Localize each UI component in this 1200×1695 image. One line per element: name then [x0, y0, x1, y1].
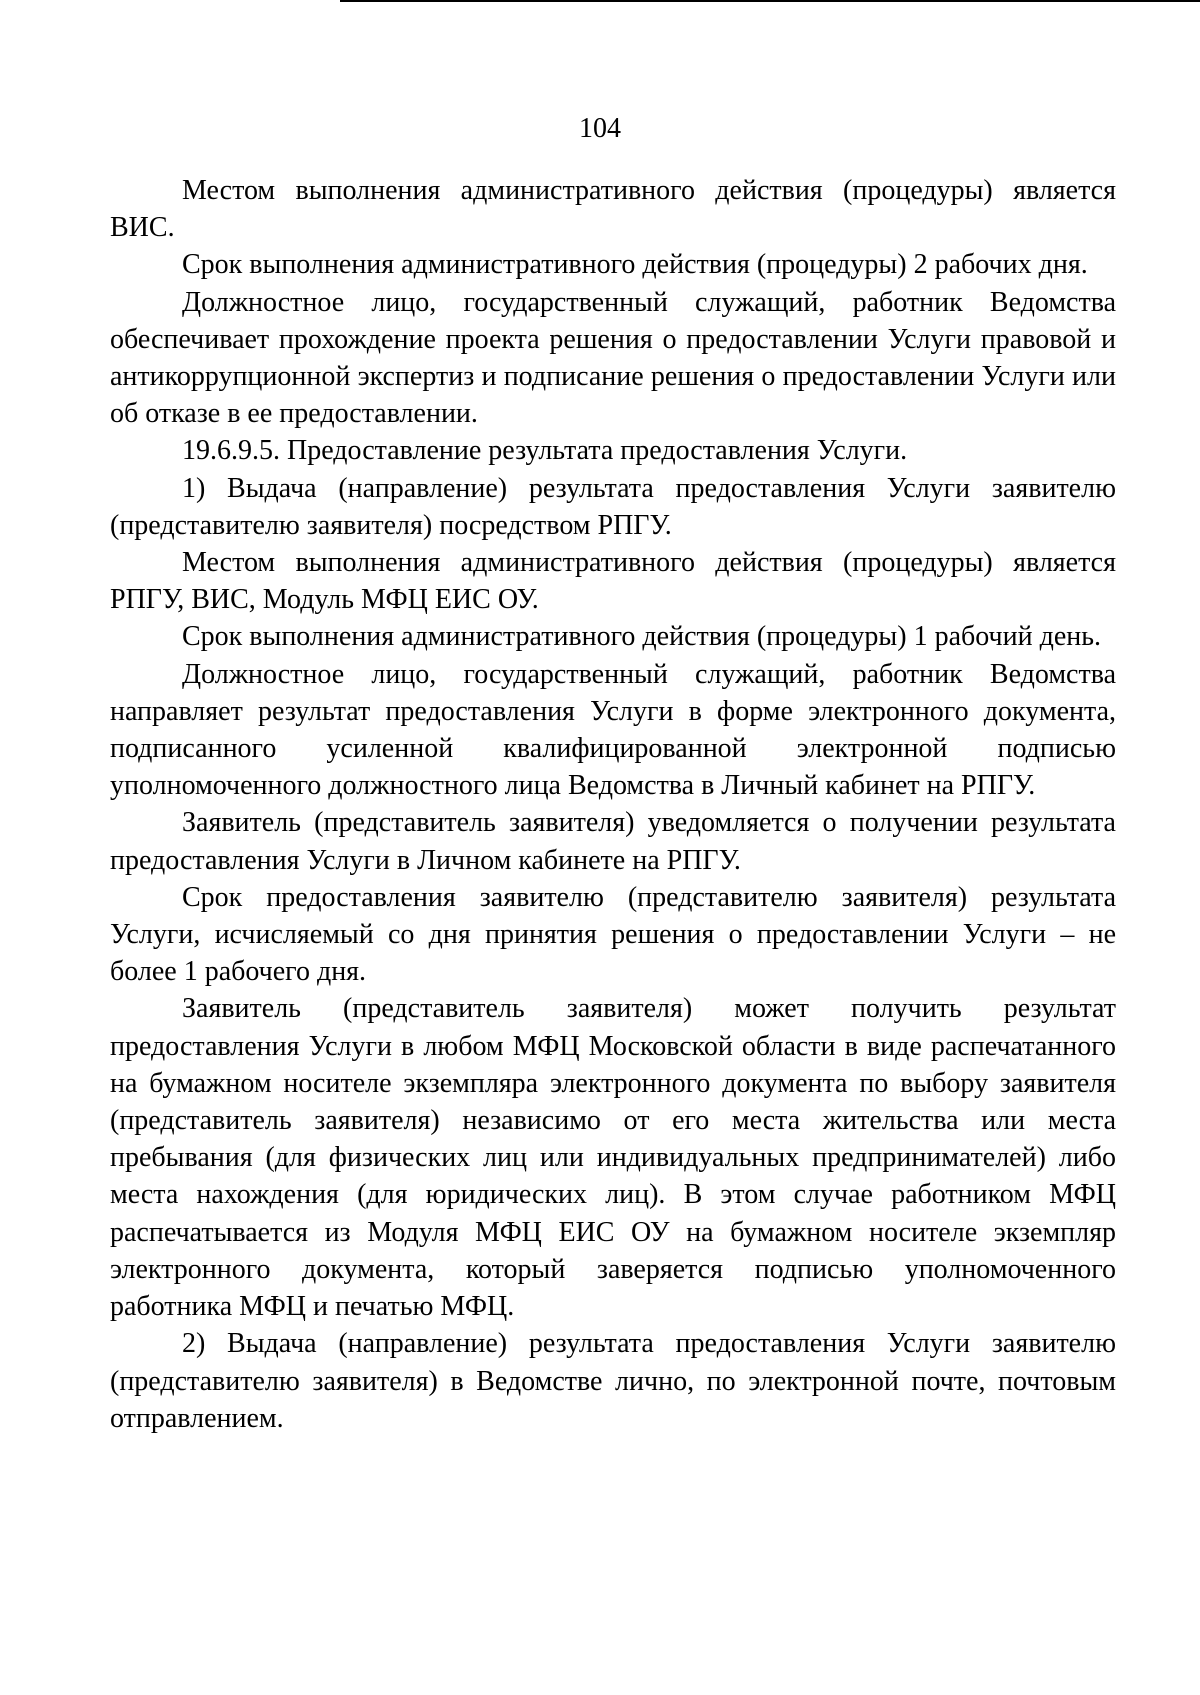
- paragraph-place-vis: Местом выполнения административного действия (процедуры) является ВИС.: [110, 175, 1116, 244]
- paragraph-mfc-printout: Заявитель (представитель заявителя) может получить результат предоставления Услуги в любом МФЦ Московской области в виде распечатанного на бумажном носителе экземпляра электронного документа по выбору заявителя (представитель заявителя) независимо от его места жительства или места пребывания (для физических лиц или индивидуальных предпринимателей) либо места нахождения (для юридических лиц). В этом случае работником МФЦ распечатывается из Модуля МФЦ ЕИС ОУ на бумажном носителе экземпляр электронного документа, который заверяется подписью уполномоченного работника МФЦ и печатью МФЦ.: [110, 993, 1116, 1323]
- page-number: 104: [579, 113, 621, 144]
- paragraph-result-term: Срок предоставления заявителю (представителю заявителя) результата Услуги, исчисляемый со дня принятия решения о предоставлении Услуги – не более 1 рабочего дня.: [110, 881, 1116, 988]
- paragraph-official-sends-result: Должностное лицо, государственный служащий, работник Ведомства направляет результат предоставления Услуги в форме электронного документа, подписанного усиленной квалифицированной электронной подписью уполномоченного должностного лица Ведомства в Личный кабинет на РПГУ.: [110, 658, 1116, 802]
- paragraph-official-provides-review: Должностное лицо, государственный служащий, работник Ведомства обеспечивает прохождение проекта решения о предоставлении Услуги правовой и антикоррупционной экспертиз и подписание решения о предоставлении Услуги или об отказе в ее предоставлении.: [110, 286, 1116, 430]
- paragraph-place-rpgu: Местом выполнения административного действия (процедуры) является РПГУ, ВИС, Модуль МФЦ ЕИС ОУ.: [110, 547, 1116, 616]
- paragraph-term-2-days: Срок выполнения административного действия (процедуры) 2 рабочих дня.: [182, 249, 1088, 281]
- paragraph-applicant-notified: Заявитель (представитель заявителя) уведомляется о получении результата предоставления Услуги в Личном кабинете на РПГУ.: [110, 807, 1116, 876]
- paragraph-section-19-6-9-5: 19.6.9.5. Предоставление результата предоставления Услуги.: [182, 435, 908, 467]
- document-body: [110, 172, 1116, 1437]
- top-scan-rule: [340, 0, 1200, 2]
- paragraph-item-1-rpgu: 1) Выдача (направление) результата предоставления Услуги заявителю (представителю заявителя) посредством РПГУ.: [110, 472, 1116, 541]
- paragraph-item-2-in-person: 2) Выдача (направление) результата предоставления Услуги заявителю (представителю заявителя) в Ведомстве лично, по электронной почте, почтовым отправлением.: [110, 1328, 1116, 1434]
- paragraph-term-1-day: Срок выполнения административного действия (процедуры) 1 рабочий день.: [182, 621, 1101, 653]
